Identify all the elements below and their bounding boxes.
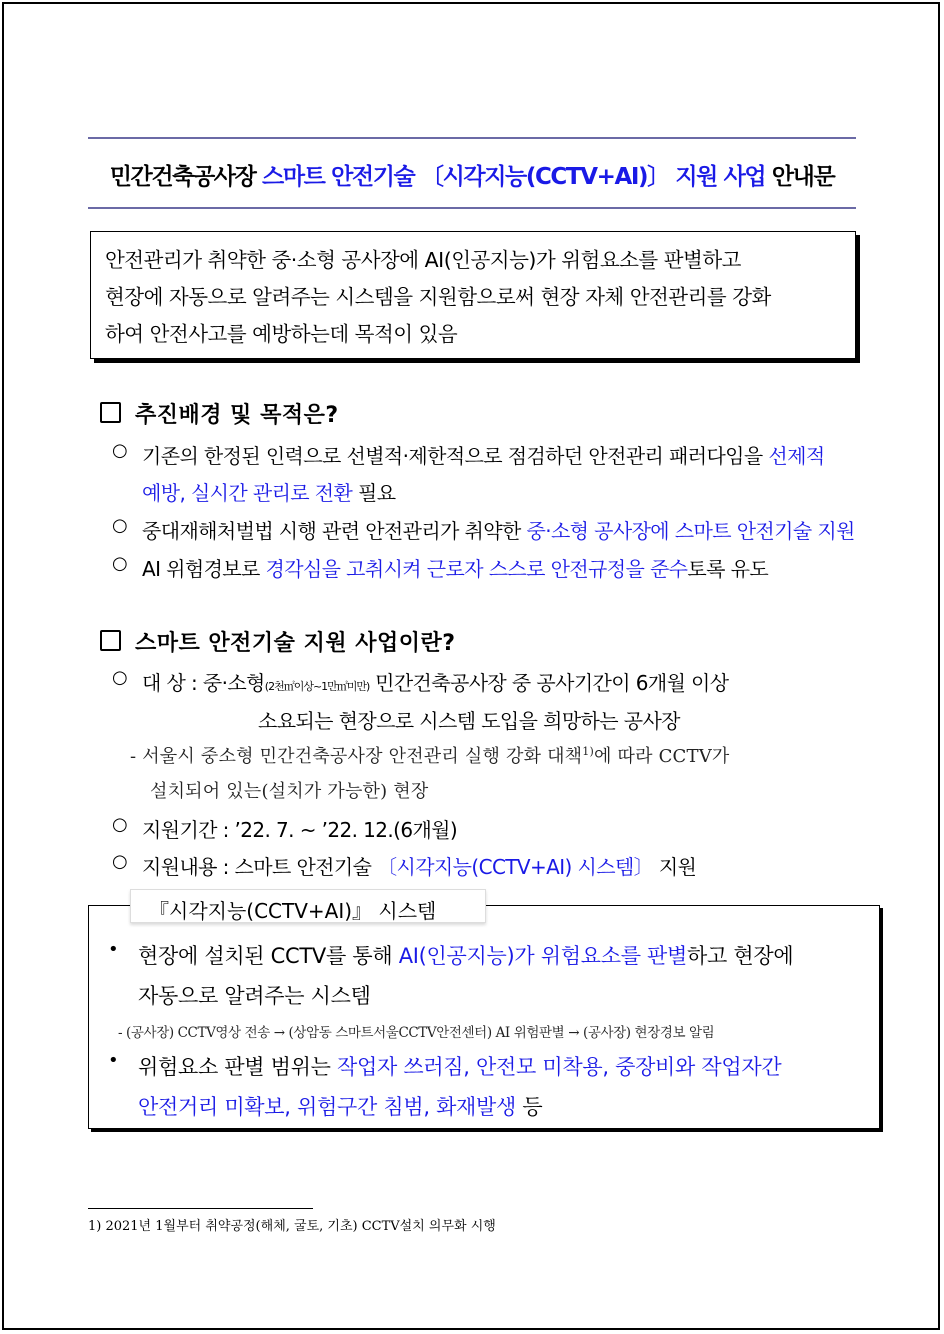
list-item-target-continued xyxy=(258,705,680,734)
content-highlight: 〔시각지능(CCTV+AI) 시스템〕 xyxy=(377,855,654,879)
footnote xyxy=(88,1215,496,1234)
bullet-tail: 등 xyxy=(516,1095,543,1119)
system-box-title: 『시각지능(CCTV+AI)』 시스템 xyxy=(149,899,437,923)
item-tail: 토록 유도 xyxy=(687,557,769,581)
bullet-icon: • xyxy=(108,1050,119,1071)
bullet-item xyxy=(108,939,794,970)
footnote-ref: 1) xyxy=(582,745,594,758)
intro-line-3: 하여 안전사고를 예방하는데 목적이 있음 xyxy=(105,322,458,346)
list-item-target xyxy=(142,667,729,696)
item-highlight: 선제적 xyxy=(768,444,825,468)
bullet-item-continued xyxy=(138,980,371,1010)
checkbox-icon xyxy=(100,630,121,651)
list-item-content xyxy=(142,851,696,880)
item-highlight: 중·소형 공사장에 스마트 안전기술 지원 xyxy=(526,519,855,543)
bullet-highlight: AI(인공지능)가 위험요소를 판별 xyxy=(398,944,688,968)
item-text: 기존의 한정된 인력으로 선별적·제한적으로 점검하던 안전관리 패러다임을 xyxy=(142,444,769,468)
period-text: 지원기간 : ’22. 7. ~ ’22. 12.(6개월) xyxy=(142,818,458,842)
title-suffix: 안내문 xyxy=(765,164,835,190)
checkbox-icon xyxy=(100,402,121,423)
title-bottom-rule xyxy=(88,207,856,209)
section-heading-program xyxy=(100,626,456,657)
list-item-period xyxy=(142,814,457,843)
content-text: 지원내용 : 스마트 안전기술 xyxy=(142,855,378,879)
item-text: AI 위험경보로 xyxy=(142,557,266,581)
sub-note-text-2: 설치되어 있는(설치가 가능한) 현장 xyxy=(150,781,429,802)
target-label: 대 상 : 중·소형 xyxy=(142,671,265,695)
bullet-icon: • xyxy=(108,939,119,960)
target-size-note: (2천㎡이상~1만㎡미만) xyxy=(264,680,370,693)
intro-line-1: 안전관리가 취약한 중·소형 공사장에 AI(인공지능)가 위험요소를 판별하고 xyxy=(105,248,741,272)
target-text: 민간건축공사장 중 공사기간이 6개월 이상 xyxy=(369,671,729,695)
content-tail: 지원 xyxy=(653,855,697,879)
bullet-item xyxy=(108,1050,782,1081)
section-heading-background xyxy=(100,398,339,429)
page-border xyxy=(2,2,940,1330)
bullet-highlight: 작업자 쓰러짐, 안전모 미착용, 중장비와 작업자간 xyxy=(337,1055,782,1079)
bullet-item-continued xyxy=(138,1091,542,1121)
title-top-rule xyxy=(88,137,856,139)
target-text-2: 소요되는 현장으로 시스템 도입을 희망하는 공사장 xyxy=(258,709,680,733)
flow-text: - (공사장) CCTV영상 전송 → (상암동 스마트서울CCTV안전센터) AI 위험판별 → (공사장) 현장경보 알림 xyxy=(118,1025,715,1041)
title-prefix: 민간건축공사장 xyxy=(109,164,263,190)
page-title xyxy=(88,158,856,191)
sub-note-continued xyxy=(150,777,428,803)
section-2-title: 스마트 안전기술 지원 사업이란? xyxy=(135,631,456,656)
list-item-continued xyxy=(142,477,395,506)
bullet-text-2: 자동으로 알려주는 시스템 xyxy=(138,984,371,1008)
list-item xyxy=(142,440,825,469)
section-1-title: 추진배경 및 목적은? xyxy=(135,403,339,428)
item-highlight: 예방, 실시간 관리로 전환 xyxy=(142,481,353,505)
bullet-highlight-2: 안전거리 미확보, 위험구간 침범, 화재발생 xyxy=(138,1095,517,1119)
system-box-tab xyxy=(130,889,486,923)
intro-line-2: 현장에 자동으로 알려주는 시스템을 지원함으로써 현장 자체 안전관리를 강화 xyxy=(105,285,771,309)
footnote-rule xyxy=(88,1208,313,1209)
item-highlight: 경각심을 고취시켜 근로자 스스로 안전규정을 준수 xyxy=(265,557,688,581)
footnote-text: 1) 2021년 1월부터 취약공정(해체, 굴토, 기초) CCTV설치 의무화 시행 xyxy=(88,1219,496,1234)
bullet-text: 현장에 설치된 CCTV를 통해 xyxy=(138,944,399,968)
item-text: 중대재해처벌법 시행 관련 안전관리가 취약한 xyxy=(142,519,527,543)
list-item xyxy=(142,553,768,582)
bullet-tail: 하고 현장에 xyxy=(687,944,794,968)
list-item xyxy=(142,515,855,544)
sub-note-tail: 에 따라 CCTV가 xyxy=(593,746,730,767)
sub-note-text: - 서울시 중소형 민간건축공사장 안전관리 실행 강화 대책 xyxy=(130,746,583,767)
sub-note xyxy=(130,742,730,768)
flow-note xyxy=(118,1021,714,1041)
intro-box xyxy=(90,231,856,359)
item-tail: 필요 xyxy=(352,481,396,505)
bullet-text: 위험요소 판별 범위는 xyxy=(138,1055,337,1079)
title-highlight: 스마트 안전기술 〔시각지능(CCTV+AI)〕 지원 사업 xyxy=(262,164,766,190)
